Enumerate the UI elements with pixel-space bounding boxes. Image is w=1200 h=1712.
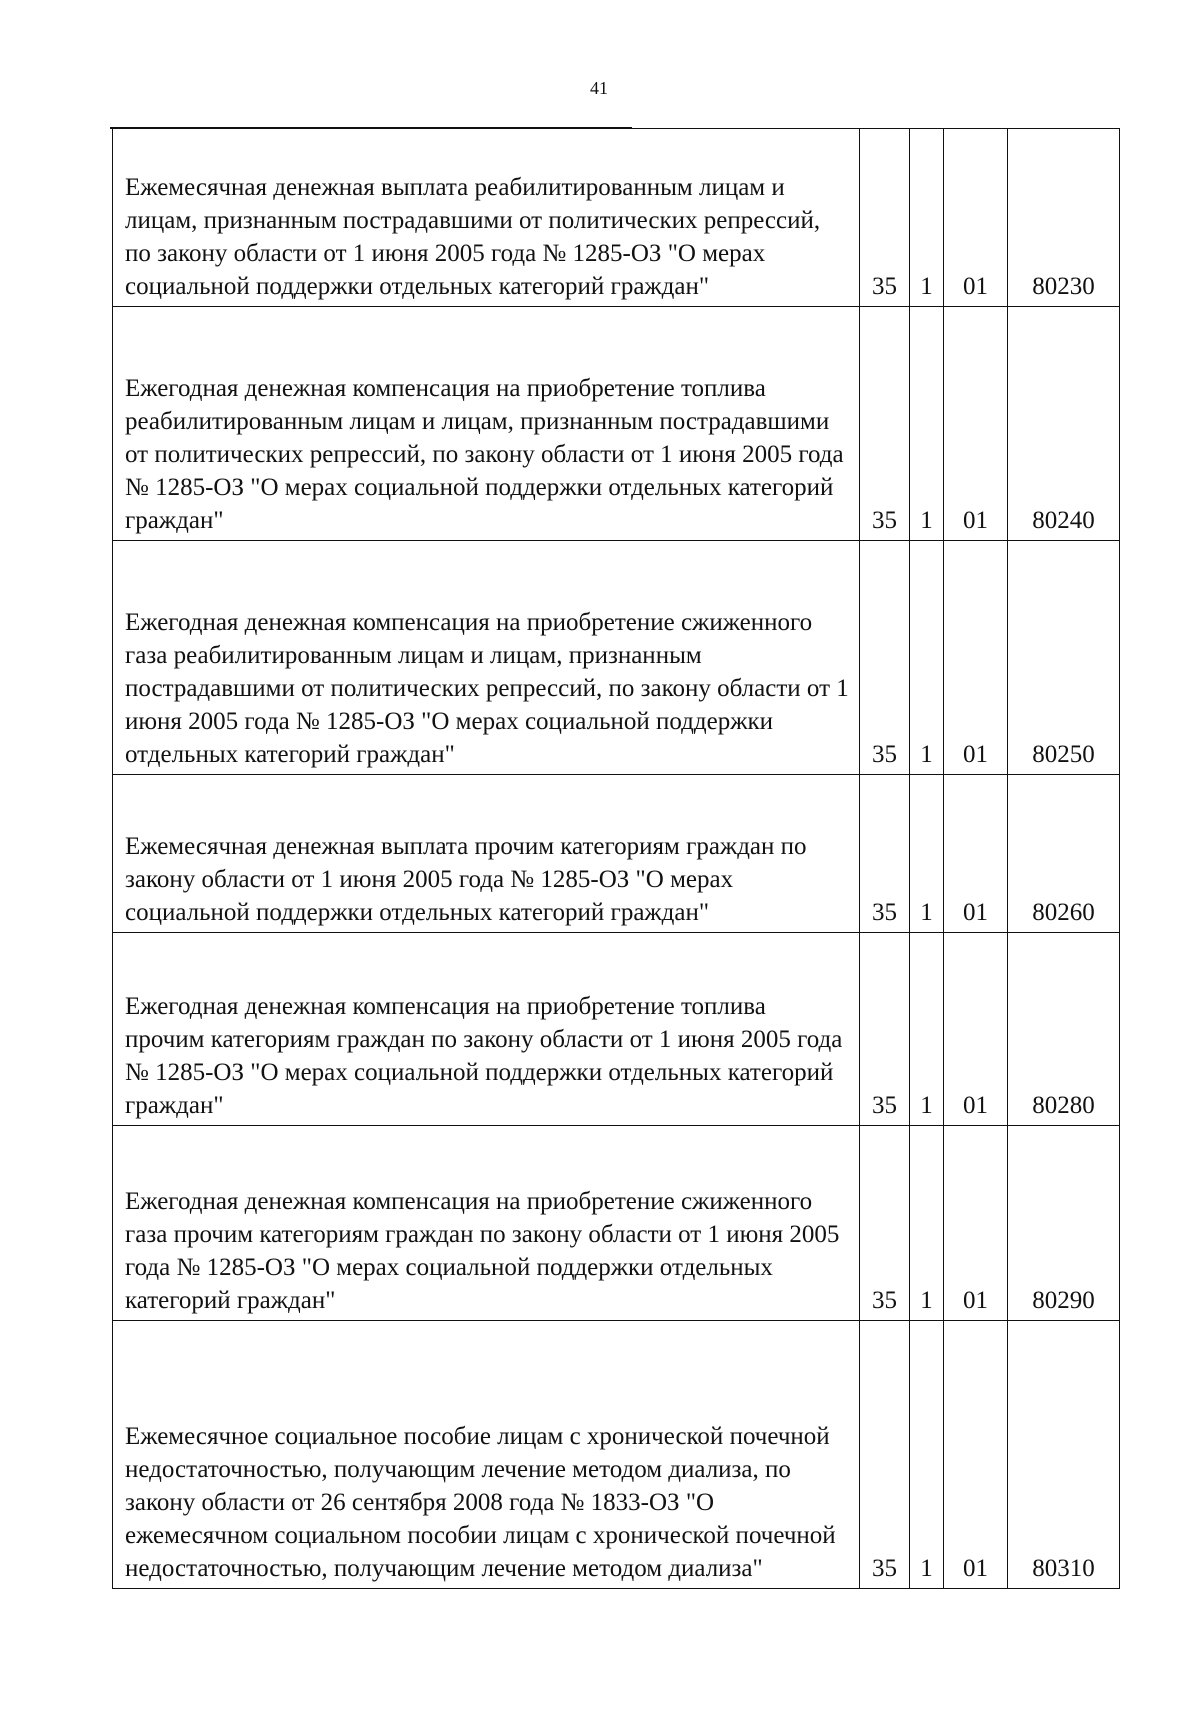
row-description: Ежегодная денежная компенсация на приобретение топлива реабилитированным лицам и лицам, признанным пострадавшими от политических репрессий, по закону области от 1 июня 2005 года № 1285-ОЗ "О мерах социальной поддержки отдельных категорий граждан"	[113, 307, 860, 541]
code-b-cell: 1	[910, 307, 944, 541]
budget-table	[112, 128, 1120, 1589]
code-b-cell: 1	[910, 933, 944, 1126]
table-row	[113, 933, 1120, 1126]
code-d-cell: 80230	[1008, 129, 1120, 307]
table-row	[113, 1126, 1120, 1321]
table-row	[113, 307, 1120, 541]
code-c-cell: 01	[944, 933, 1008, 1126]
code-a-cell: 35	[860, 1126, 910, 1321]
code-d-cell: 80290	[1008, 1126, 1120, 1321]
code-b-cell: 1	[910, 129, 944, 307]
code-c-cell: 01	[944, 541, 1008, 775]
table-row	[113, 541, 1120, 775]
row-description: Ежегодная денежная компенсация на приобретение сжиженного газа прочим категориям граждан по закону области от 1 июня 2005 года № 1285-ОЗ "О мерах социальной поддержки отдельных категорий граждан"	[113, 1126, 860, 1321]
code-c-cell: 01	[944, 1321, 1008, 1589]
code-d-cell: 80240	[1008, 307, 1120, 541]
code-c-cell: 01	[944, 307, 1008, 541]
code-a-cell: 35	[860, 1321, 910, 1589]
code-a-cell: 35	[860, 541, 910, 775]
code-c-cell: 01	[944, 129, 1008, 307]
page-number: 41	[590, 78, 608, 98]
code-d-cell: 80260	[1008, 775, 1120, 933]
code-c-cell: 01	[944, 775, 1008, 933]
table-row	[113, 1321, 1120, 1589]
code-a-cell: 35	[860, 307, 910, 541]
code-b-cell: 1	[910, 775, 944, 933]
row-description: Ежемесячная денежная выплата реабилитированным лицам и лицам, признанным пострадавшими от политических репрессий, по закону области от 1 июня 2005 года № 1285-ОЗ "О мерах социальной поддержки отдельных категорий граждан"	[113, 129, 860, 307]
code-b-cell: 1	[910, 1321, 944, 1589]
code-b-cell: 1	[910, 1126, 944, 1321]
table-row	[113, 775, 1120, 933]
code-d-cell: 80250	[1008, 541, 1120, 775]
code-d-cell: 80280	[1008, 933, 1120, 1126]
table-row	[113, 129, 1120, 307]
row-description: Ежемесячная денежная выплата прочим категориям граждан по закону области от 1 июня 2005 года № 1285-ОЗ "О мерах социальной поддержки отдельных категорий граждан"	[113, 775, 860, 933]
row-description: Ежегодная денежная компенсация на приобретение топлива прочим категориям граждан по закону области от 1 июня 2005 года № 1285-ОЗ "О мерах социальной поддержки отдельных категорий граждан"	[113, 933, 860, 1126]
code-c-cell: 01	[944, 1126, 1008, 1321]
code-d-cell: 80310	[1008, 1321, 1120, 1589]
code-a-cell: 35	[860, 129, 910, 307]
row-description: Ежемесячное социальное пособие лицам с хронической почечной недостаточностью, получающим лечение методом диализа, по закону области от 26 сентября 2008 года № 1833-ОЗ "О ежемесячном социальном пособии лицам с хронической почечной недостаточностью, получающим лечение методом диализа"	[113, 1321, 860, 1589]
code-b-cell: 1	[910, 541, 944, 775]
code-a-cell: 35	[860, 933, 910, 1126]
code-a-cell: 35	[860, 775, 910, 933]
row-description: Ежегодная денежная компенсация на приобретение сжиженного газа реабилитированным лицам и лицам, признанным пострадавшими от политических репрессий, по закону области от 1 июня 2005 года № 1285-ОЗ "О мерах социальной поддержки отдельных категорий граждан"	[113, 541, 860, 775]
